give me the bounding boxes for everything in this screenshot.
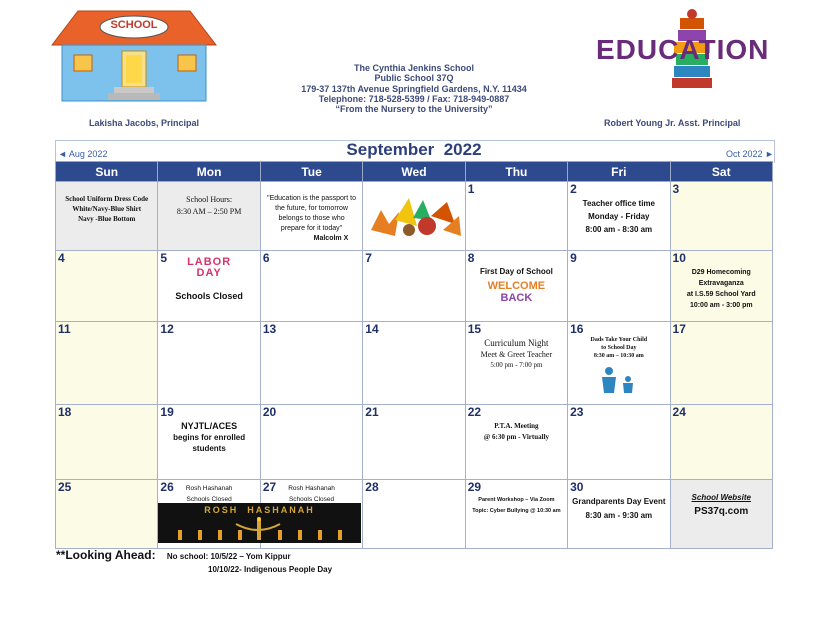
weekday-tue: Tue <box>260 162 362 182</box>
week-row-4 <box>56 405 773 480</box>
weekday-mon: Mon <box>158 162 260 182</box>
week-row-3 <box>56 322 773 405</box>
first-day-of-school: First Day of School <box>479 267 553 276</box>
rosh-hashanah-banner <box>158 503 361 543</box>
event-line: Rosh Hashanah <box>288 485 335 492</box>
event-line: Schools Closed <box>288 496 335 503</box>
day-number: 6 <box>262 251 270 265</box>
calendar-grid <box>55 161 773 549</box>
day-number: 13 <box>262 322 277 336</box>
rosh-hashanah-note <box>158 483 259 505</box>
day-number: 3 <box>672 182 680 196</box>
quote-author: Malcolm X <box>313 235 349 242</box>
dads-take-child-event <box>568 336 669 360</box>
event-line: Rosh Hashanah <box>185 485 233 492</box>
event-line: @ 6:30 pm - Virtually <box>483 433 550 441</box>
day-cell-school-hours <box>158 182 260 251</box>
quote-line: belongs to those who <box>278 215 345 222</box>
day-number: 9 <box>570 251 577 265</box>
day-number: 29 <box>467 480 482 494</box>
malcolm-x-quote <box>261 194 362 244</box>
principal-name: Lakisha Jacobs, Principal <box>89 118 200 128</box>
day-cell-14 <box>363 322 465 405</box>
rosh-hashanah-banner-text: ROSH HASHANAH <box>204 505 315 515</box>
school-logo-text: SCHOOL <box>110 19 158 31</box>
welcome-back-image <box>466 280 567 304</box>
event-line: to School Day <box>601 345 637 351</box>
event-line: Dads Take Your Child <box>590 337 648 343</box>
day-number: 24 <box>672 405 686 419</box>
looking-ahead <box>56 548 291 562</box>
week-row-2 <box>56 251 773 322</box>
week-row-1 <box>56 182 773 251</box>
day-number: 20 <box>262 405 277 419</box>
month-title: September 2022 <box>346 140 482 159</box>
event-line: P.T.A. Meeting <box>494 422 539 430</box>
day-cell-10 <box>670 251 772 322</box>
event-line: 10:00 am - 3:00 pm <box>689 302 753 309</box>
looking-ahead-line-1: No school: 10/5/22 – Yom Kippur <box>166 552 291 561</box>
day-cell-20 <box>260 405 362 480</box>
rosh-hashanah-note <box>261 483 362 505</box>
school-hours <box>158 194 259 218</box>
day-cell-21 <box>363 405 465 480</box>
day-cell-28 <box>363 480 465 549</box>
day-cell-18 <box>56 405 158 480</box>
day-cell-24 <box>670 405 772 480</box>
day-number: 7 <box>365 251 372 265</box>
weekday-wed: Wed <box>363 162 465 182</box>
day-number: 5 <box>160 251 168 265</box>
day-word: DAY <box>196 267 222 279</box>
weekday-thu: Thu <box>465 162 567 182</box>
day-number: 1 <box>467 182 475 196</box>
day-number: 27 <box>262 480 277 494</box>
day-number: 16 <box>570 322 584 336</box>
back-word: BACK <box>500 292 533 304</box>
day-number: 10 <box>672 251 686 265</box>
pta-meeting <box>466 421 567 443</box>
school-hours-time: 8:30 AM – 2:50 PM <box>176 207 242 216</box>
school-website-cell <box>670 480 772 549</box>
event-line: Teacher office time <box>582 199 655 208</box>
event-line: Monday - Friday <box>588 212 650 221</box>
day-number: 2 <box>570 182 577 196</box>
day-cell-17 <box>670 322 772 405</box>
day-number: 19 <box>160 405 174 419</box>
uniform-line: White/Navy-Blue Shirt <box>72 205 142 213</box>
weekday-sun: Sun <box>56 162 158 182</box>
father-child-icon <box>594 367 644 393</box>
day-cell-30 <box>568 480 670 549</box>
event-line: Parent Workshop – Via Zoom <box>478 497 555 503</box>
education-logo-text: EDUCATION <box>596 34 770 65</box>
labor-day-image <box>158 257 259 279</box>
day-cell-uniform-note <box>56 182 158 251</box>
autumn-leaves-image <box>365 190 465 246</box>
day-number: 18 <box>58 405 72 419</box>
day-number: 8 <box>467 251 475 265</box>
day-cell-12 <box>158 322 260 405</box>
day-cell-11 <box>56 322 158 405</box>
school-website-label[interactable]: School Website <box>691 493 751 502</box>
school-number: Public School 37Q <box>374 73 454 84</box>
event-line: begins for enrolled <box>173 433 246 442</box>
day-number: 23 <box>570 405 584 419</box>
welcome-word: WELCOME <box>487 280 546 292</box>
day-number: 15 <box>467 322 482 336</box>
parent-workshop <box>466 495 567 517</box>
event-line: 8:30 am - 9:30 am <box>585 511 653 520</box>
event-line: at I.S.59 School Yard <box>686 291 756 298</box>
school-website-url[interactable]: PS37q.com <box>694 506 749 517</box>
school-info <box>0 63 828 114</box>
event-line: Topic: Cyber Bullying @ 10:30 am <box>472 508 561 514</box>
day-number: 14 <box>365 322 379 336</box>
day-number: 28 <box>365 480 379 494</box>
day-number: 25 <box>58 480 72 494</box>
day-cell-23 <box>568 405 670 480</box>
day-cell-5 <box>158 251 260 322</box>
day-cell-16 <box>568 322 670 405</box>
day-number: 30 <box>570 480 584 494</box>
day-cell-1 <box>465 182 567 251</box>
weekday-sat: Sat <box>670 162 772 182</box>
prev-month-link[interactable]: ◄ Aug 2022 <box>58 149 108 159</box>
day-cell-3 <box>670 182 772 251</box>
event-line: students <box>192 444 226 453</box>
day-cell-quote <box>260 182 362 251</box>
homecoming-event <box>671 267 772 311</box>
school-name: The Cynthia Jenkins School <box>353 63 475 73</box>
event-line: NYJTL/ACES <box>181 421 238 431</box>
looking-ahead-colon: : <box>151 548 156 562</box>
menorah-icon <box>158 516 361 542</box>
day-number: 26 <box>160 480 174 494</box>
labor-word: LABOR <box>187 256 232 268</box>
day-cell-autumn-image <box>363 182 465 251</box>
day-number: 17 <box>672 322 686 336</box>
looking-ahead-label: **Looking Ahead <box>56 548 152 562</box>
teacher-office-time <box>568 197 669 236</box>
event-line: 8:30 am – 10:30 am <box>593 353 644 359</box>
quote-line: "Education is the passport to <box>267 195 356 202</box>
event-line: Schools Closed <box>186 496 232 503</box>
looking-ahead-line-2: 10/10/22- Indigenous People Day <box>208 565 333 574</box>
weekday-fri: Fri <box>568 162 670 182</box>
day-cell-25 <box>56 480 158 549</box>
event-line: Extravaganza <box>698 280 744 287</box>
event-line: Curriculum Night <box>484 338 549 348</box>
event-line: 5:00 pm - 7:00 pm <box>490 361 543 369</box>
day-cell-19 <box>158 405 260 480</box>
event-line: D29 Homecoming <box>691 269 751 276</box>
school-hours-label: School Hours: <box>186 195 233 204</box>
day-cell-2 <box>568 182 670 251</box>
day-cell-29 <box>465 480 567 549</box>
school-address: 179-37 137th Avenue Springfield Gardens, N.Y. 11434 <box>301 83 527 94</box>
asst-principal-name: Robert Young Jr. Asst. Principal <box>604 118 741 128</box>
event-line: Meet & Greet Teacher <box>480 350 553 359</box>
curriculum-night <box>466 338 567 371</box>
day-number: 21 <box>365 405 379 419</box>
quote-line: the future, for tomorrow <box>275 205 348 212</box>
weekday-header-row <box>56 162 773 182</box>
uniform-note <box>56 194 157 224</box>
day-number: 4 <box>58 251 65 265</box>
school-phone: Telephone: 718-528-5399 / Fax: 718-949-0887 <box>318 93 510 104</box>
day-number: 11 <box>58 322 71 336</box>
quote-line: prepare for it today" <box>280 225 343 232</box>
event-line: Grandparents Day Event <box>572 497 666 506</box>
event-line: 8:00 am - 8:30 am <box>585 225 653 234</box>
day-cell-13 <box>260 322 362 405</box>
day-cell-9 <box>568 251 670 322</box>
day-cell-7 <box>363 251 465 322</box>
day-cell-22 <box>465 405 567 480</box>
uniform-line: Navy -Blue Bottom <box>78 215 136 223</box>
day-cell-6 <box>260 251 362 322</box>
next-month-link[interactable]: Oct 2022 ► <box>726 149 774 159</box>
day-cell-8 <box>465 251 567 322</box>
day-number: 12 <box>160 322 174 336</box>
nyjtl-aces-event <box>158 421 259 454</box>
day-cell-4 <box>56 251 158 322</box>
uniform-line: School Uniform Dress Code <box>65 195 149 203</box>
grandparents-day <box>568 495 669 523</box>
day-cell-15 <box>465 322 567 405</box>
schools-closed-label: Schools Closed <box>175 291 243 301</box>
school-motto: “From the Nursery to the University” <box>335 104 493 115</box>
day-number: 22 <box>467 405 482 419</box>
